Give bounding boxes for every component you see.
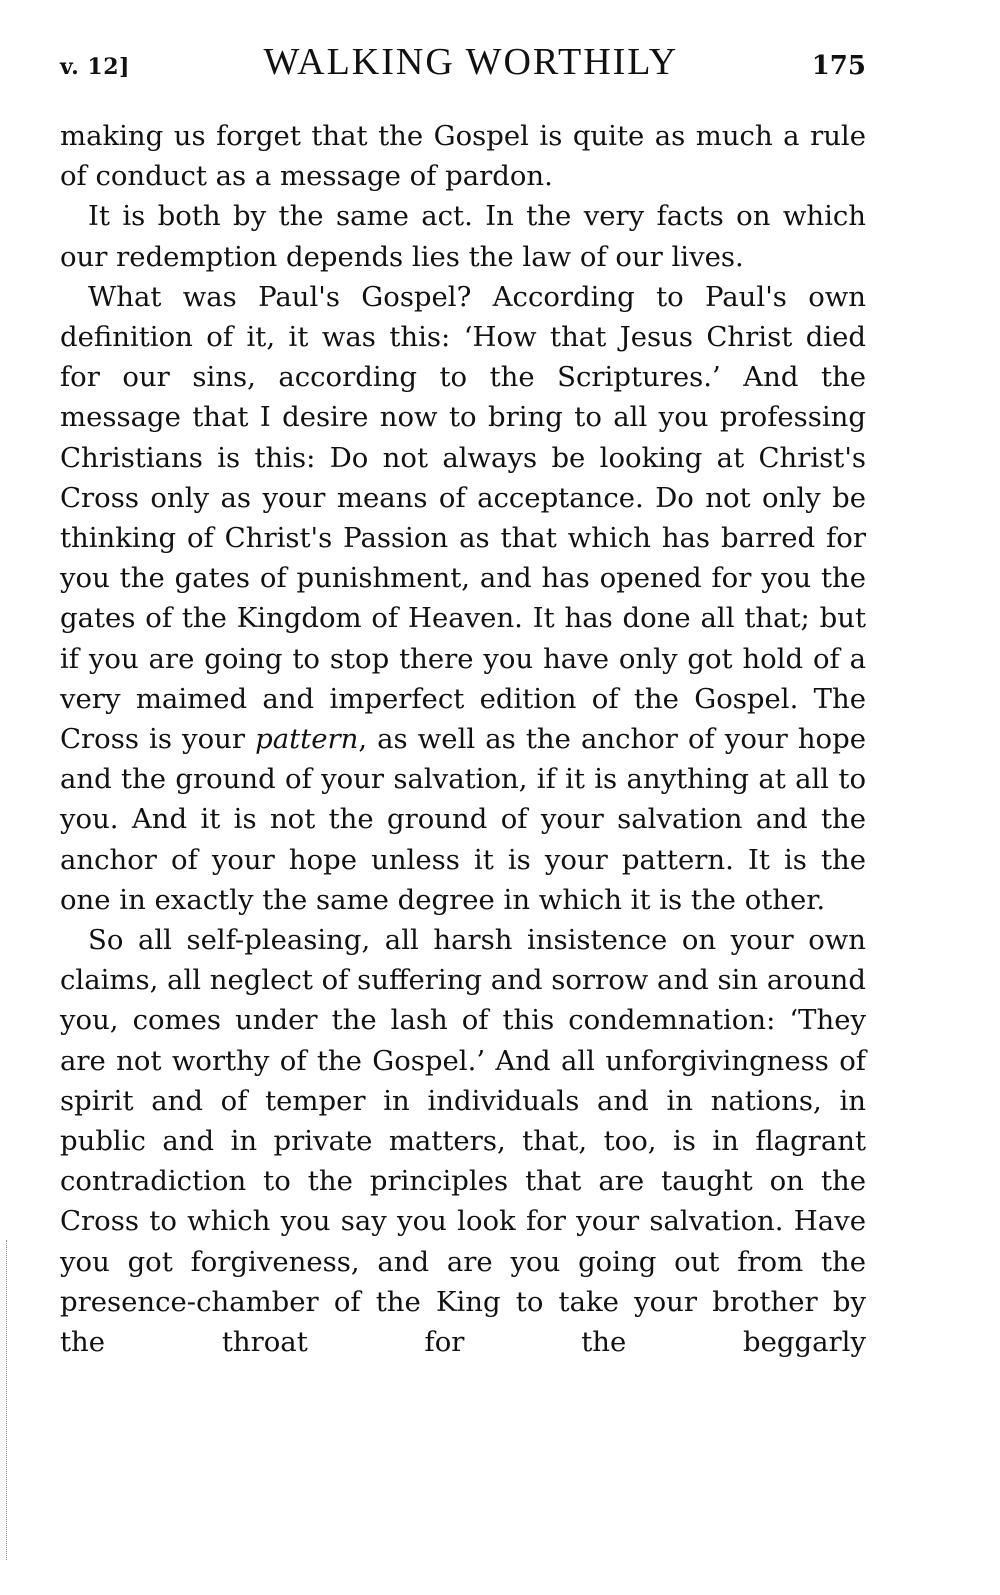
italic-emphasis: pattern: [255, 723, 359, 756]
paragraph-text: It is both by the same act. In the very facts on which our redemption depends lies the law of our lives.: [60, 200, 866, 273]
paragraph: [60, 196, 866, 276]
book-page: [60, 40, 866, 1362]
scan-margin-artifact: [6, 1240, 9, 1560]
paragraph-text: , as well as the anchor of your hope and the ground of your salvation, if it is anything at all to you. And it is not the ground of your salvation and the anchor of your hope unless it is your pattern. It is the one in exactly the same degree in which it is the other.: [60, 723, 866, 916]
verse-reference: v. 12]: [60, 54, 130, 80]
paragraph-text: What was Paul's Gospel? According to Paul's own definition of it, it was this: ‘How that Jesus Christ died for our sins, according to the Scriptures.’ And the message that I desire now to bring to all you professing Christians is this: Do not always be looking at Christ's Cross only as your means of acceptance. Do not only be thinking of Christ's Passion as that which has barred for you the gates of punishment, and has opened for you the gates of the Kingdom of Heaven. It has done all that; but if you are going to stop there you have only got hold of a very maimed and imperfect edition of the Gospel. The Cross is your: [60, 280, 866, 756]
paragraph-text: So all self-pleasing, all harsh insistence on your own claims, all neglect of suffering and sorrow and sin around you, comes under the lash of this condemnation: ‘They are not worthy of the Gospel.’ And all unforgivingness of spirit and of temper in individuals and in nations, in public and in private matters, that, too, is in flagrant contradiction to the principles that are taught on the Cross to which you say you look for your salvation. Have you got forgiveness, and are you going out from the presence-chamber of the King to take your brother by the throat for the beggarly: [60, 924, 866, 1359]
paragraph-text: making us forget that the Gospel is quite as much a rule of conduct as a message of pardon.: [60, 120, 866, 193]
running-head: [60, 40, 866, 92]
body-text: [60, 116, 866, 1362]
running-title: WALKING WORTHILY: [263, 41, 679, 83]
paragraph: [60, 277, 866, 920]
paragraph: [60, 116, 866, 196]
page-number: 175: [811, 51, 866, 81]
paragraph: [60, 920, 866, 1362]
